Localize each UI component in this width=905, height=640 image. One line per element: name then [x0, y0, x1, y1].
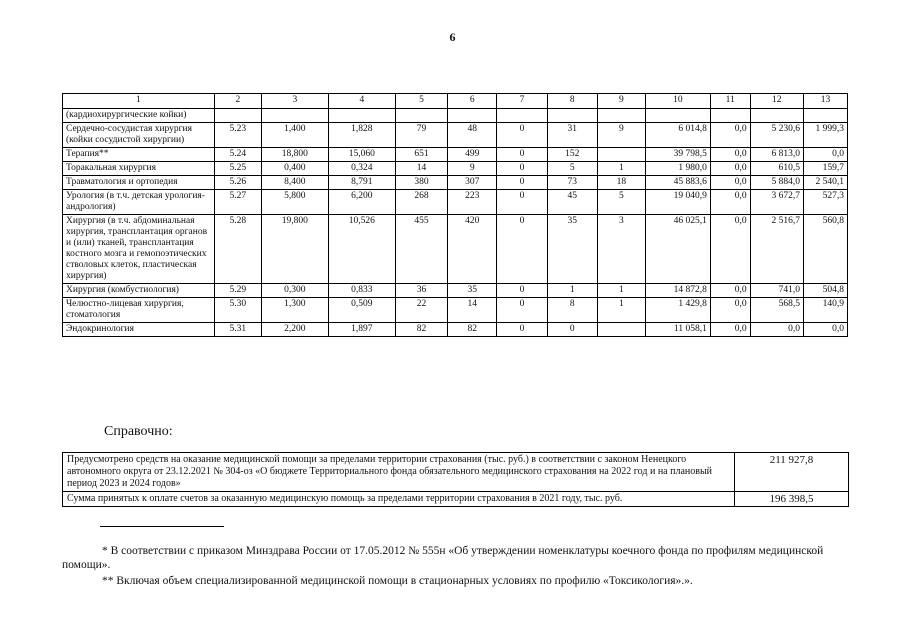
table-cell: 268: [395, 190, 447, 215]
table-cell: 14: [395, 162, 447, 176]
table-cell: 152: [547, 148, 597, 162]
table-cell: 5: [547, 162, 597, 176]
header-cell: 3: [261, 94, 328, 109]
table-header-row: [63, 94, 848, 109]
table-cell: 0: [497, 162, 547, 176]
table-row: [63, 109, 848, 123]
table-cell: [261, 109, 328, 123]
table-cell: 0: [497, 298, 547, 323]
table-cell: 14: [448, 298, 497, 323]
table-cell: 5 230,6: [750, 123, 803, 148]
page-number: 6: [449, 30, 456, 44]
profile-name-cell: Торакальная хирургия: [63, 162, 215, 176]
table-cell: 10,526: [328, 215, 395, 284]
table-row: [63, 215, 848, 284]
header-cell: 13: [803, 94, 847, 109]
table-cell: 5.31: [214, 323, 261, 337]
table-cell: 36: [395, 284, 447, 298]
table-row: [63, 162, 848, 176]
table-cell: 1: [597, 162, 645, 176]
table-cell: 22: [395, 298, 447, 323]
table-cell: 5.28: [214, 215, 261, 284]
table-cell: 0: [497, 284, 547, 298]
table-cell: 0,509: [328, 298, 395, 323]
table-cell: 499: [448, 148, 497, 162]
table-cell: 8: [547, 298, 597, 323]
profile-name-cell: Эндокринология: [63, 323, 215, 337]
table-cell: 741,0: [750, 284, 803, 298]
table-cell: 1: [597, 298, 645, 323]
table-cell: 1 999,3: [803, 123, 847, 148]
table-cell: 8,791: [328, 176, 395, 190]
table-cell: 5.27: [214, 190, 261, 215]
table-cell: 0,0: [710, 176, 750, 190]
table-cell: 0,0: [710, 298, 750, 323]
table-row: [63, 298, 848, 323]
table-cell: 5,800: [261, 190, 328, 215]
table-cell: [803, 109, 847, 123]
table-cell: 0,0: [710, 162, 750, 176]
table-cell: 2,200: [261, 323, 328, 337]
profile-name-cell: Сердечно-сосудистая хирургия (койки сосудистой хирургии): [63, 123, 215, 148]
table-cell: 5.23: [214, 123, 261, 148]
table-cell: 0: [497, 190, 547, 215]
table-cell: 455: [395, 215, 447, 284]
table-cell: 5.26: [214, 176, 261, 190]
reference-value: 211 927,8: [735, 453, 849, 492]
profile-name-cell: Терапия**: [63, 148, 215, 162]
table-cell: 5: [597, 190, 645, 215]
table-cell: [645, 109, 710, 123]
header-cell: 2: [214, 94, 261, 109]
header-cell: 7: [497, 94, 547, 109]
table-row: [63, 190, 848, 215]
table-cell: 0,300: [261, 284, 328, 298]
table-cell: 307: [448, 176, 497, 190]
table-row: [63, 123, 848, 148]
table-cell: 0: [497, 176, 547, 190]
table-cell: 18,800: [261, 148, 328, 162]
table-cell: 14 872,8: [645, 284, 710, 298]
header-cell: 9: [597, 94, 645, 109]
table-cell: [597, 323, 645, 337]
footnote-1: * В соответствии с приказом Минздрава России от 17.05.2012 № 555н «Об утверждении номенклатуры коечного фонда по профилям медицинской помощи».: [62, 545, 824, 571]
table-cell: 5.30: [214, 298, 261, 323]
header-cell: 12: [750, 94, 803, 109]
table-cell: 0,0: [710, 148, 750, 162]
table-cell: 6 014,8: [645, 123, 710, 148]
header-cell: 8: [547, 94, 597, 109]
profile-name-cell: Хирургия (в т.ч. абдоминальная хирургия, трансплантация органов и (или) тканей, трансплантация костного мозга и гемопоэтических стволовых клеток, пластическая хирургия): [63, 215, 215, 284]
table-cell: 420: [448, 215, 497, 284]
reference-text: Предусмотрено средств на оказание медицинской помощи за пределами территории страхования (тыс. руб.) в соответствии с законом Ненецкого автономного округа от 23.12.2021 № 304-оз «О бюджете Территориального фонда обязательного медицинского страхования на 2022 год и на плановый период 2023 и 2024 годов»: [63, 453, 735, 492]
profile-name-cell: Челюстно-лицевая хирургия, стоматология: [63, 298, 215, 323]
table-row: [63, 176, 848, 190]
table-cell: [448, 109, 497, 123]
table-cell: [750, 109, 803, 123]
table-cell: 1: [597, 284, 645, 298]
table-cell: 0,0: [710, 190, 750, 215]
table-cell: 73: [547, 176, 597, 190]
footnote-2: ** Включая объем специализированной медицинской помощи в стационарных условиях по профилю «Токсикология».».: [102, 575, 693, 587]
profile-name-cell: Хирургия (комбустиология): [63, 284, 215, 298]
header-cell: 6: [448, 94, 497, 109]
reference-row: [63, 492, 849, 507]
table-cell: 1,828: [328, 123, 395, 148]
table-cell: 11 058,1: [645, 323, 710, 337]
header-cell: 5: [395, 94, 447, 109]
profile-name-cell: Травматология и ортопедия: [63, 176, 215, 190]
table-cell: 6,200: [328, 190, 395, 215]
table-cell: [597, 109, 645, 123]
table-cell: 46 025,1: [645, 215, 710, 284]
table-cell: 82: [448, 323, 497, 337]
table-cell: 79: [395, 123, 447, 148]
table-cell: 1 429,8: [645, 298, 710, 323]
table-cell: 380: [395, 176, 447, 190]
table-cell: 651: [395, 148, 447, 162]
table-cell: 35: [448, 284, 497, 298]
table-cell: 19 040,9: [645, 190, 710, 215]
table-cell: 0,0: [710, 284, 750, 298]
table-cell: [328, 109, 395, 123]
table-cell: 504,8: [803, 284, 847, 298]
table-cell: 5.24: [214, 148, 261, 162]
reference-row: [63, 453, 849, 492]
table-cell: 15,060: [328, 148, 395, 162]
table-cell: 35: [547, 215, 597, 284]
table-cell: 223: [448, 190, 497, 215]
header-cell: 4: [328, 94, 395, 109]
table-cell: 2 540,1: [803, 176, 847, 190]
table-cell: 82: [395, 323, 447, 337]
table-cell: 0: [497, 215, 547, 284]
table-cell: 19,800: [261, 215, 328, 284]
table-cell: 3 672,7: [750, 190, 803, 215]
table-cell: 1,400: [261, 123, 328, 148]
reference-title: Справочно:: [104, 424, 173, 439]
table-cell: [214, 109, 261, 123]
table-cell: 45: [547, 190, 597, 215]
table-cell: 527,3: [803, 190, 847, 215]
table-cell: 0: [547, 323, 597, 337]
table-cell: 5.29: [214, 284, 261, 298]
table-cell: 568,5: [750, 298, 803, 323]
table-cell: 5 884,0: [750, 176, 803, 190]
table-cell: 0,400: [261, 162, 328, 176]
table-body: [63, 94, 848, 337]
table-cell: [547, 109, 597, 123]
header-cell: 11: [710, 94, 750, 109]
table-cell: 0,0: [710, 123, 750, 148]
reference-table: [62, 452, 849, 507]
header-cell: 10: [645, 94, 710, 109]
table-cell: [710, 109, 750, 123]
table-cell: 1 980,0: [645, 162, 710, 176]
table-cell: 1: [547, 284, 597, 298]
table-row: [63, 323, 848, 337]
table-cell: [597, 148, 645, 162]
footnote-divider: [100, 526, 224, 527]
beds-volume-table: [62, 93, 848, 337]
table-cell: 48: [448, 123, 497, 148]
table-cell: 0,0: [803, 148, 847, 162]
table-cell: 5.25: [214, 162, 261, 176]
table-cell: 45 883,6: [645, 176, 710, 190]
table-cell: 39 798,5: [645, 148, 710, 162]
profile-name-cell: (кардиохирургические койки): [63, 109, 215, 123]
table-cell: 6 813,0: [750, 148, 803, 162]
profile-name-cell: Урология (в т.ч. детская урология-андрология): [63, 190, 215, 215]
table-cell: [395, 109, 447, 123]
header-cell: 1: [63, 94, 215, 109]
reference-text: Сумма принятых к оплате счетов за оказанную медицинскую помощь за пределами территории страхования в 2021 году, тыс. руб.: [63, 492, 735, 507]
reference-value: 196 398,5: [735, 492, 849, 507]
table-cell: 140,9: [803, 298, 847, 323]
table-cell: 0,0: [803, 323, 847, 337]
table-cell: 9: [448, 162, 497, 176]
table-cell: 0,0: [710, 215, 750, 284]
table-cell: 0: [497, 148, 547, 162]
table-cell: 560,8: [803, 215, 847, 284]
table-cell: 610,5: [750, 162, 803, 176]
table-cell: 9: [597, 123, 645, 148]
table-cell: 0: [497, 123, 547, 148]
table-cell: 18: [597, 176, 645, 190]
table-cell: 159,7: [803, 162, 847, 176]
table-cell: 8,400: [261, 176, 328, 190]
table-cell: [497, 109, 547, 123]
table-cell: 1,300: [261, 298, 328, 323]
table-cell: 0: [497, 323, 547, 337]
table-row: [63, 148, 848, 162]
table-cell: 0,0: [710, 323, 750, 337]
table-cell: 3: [597, 215, 645, 284]
table-cell: 0,0: [750, 323, 803, 337]
table-row: [63, 284, 848, 298]
table-cell: 0,833: [328, 284, 395, 298]
table-cell: 1,897: [328, 323, 395, 337]
table-cell: 0,324: [328, 162, 395, 176]
table-cell: 31: [547, 123, 597, 148]
table-cell: 2 516,7: [750, 215, 803, 284]
